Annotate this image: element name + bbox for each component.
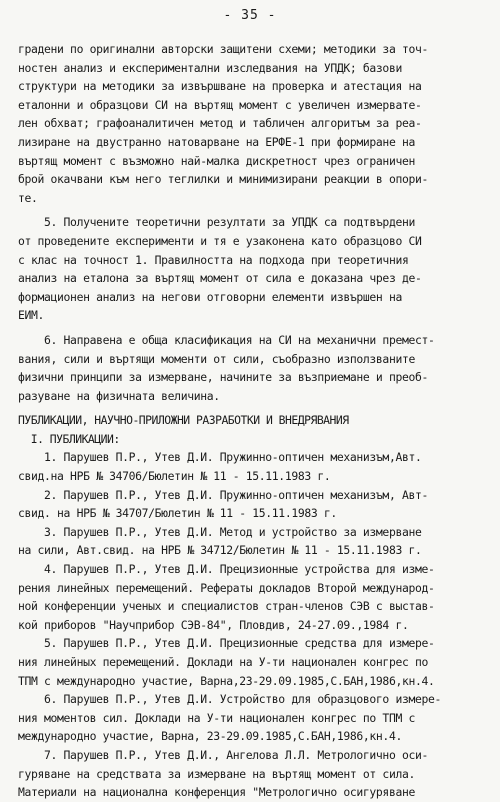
text-line: рения линейных перемещений. Рефераты докладов Второй международ-	[18, 580, 435, 595]
text-line: международно участие, Варна, 23-29.09.1985,С.БАН,1986,кн.4.	[18, 729, 402, 744]
text-line: анализ на еталона за въртящ момент от сила е доказана чрез де-	[18, 271, 422, 286]
text-line: с клас на точност 1. Правилността на подхода при теоретичния	[18, 252, 409, 267]
publication-item	[18, 523, 488, 560]
publication-item	[18, 690, 488, 746]
text-line: свид.на НРБ № 34706/Бюлетин № 11 - 15.11.1983 г.	[18, 469, 331, 484]
text-line: Материали на национална конференция "Метрологично осигуряване	[18, 785, 415, 800]
publication-item	[18, 746, 488, 802]
text-line: въртящ момент с възможно най-малка дискретност чрез ограничен	[18, 153, 415, 168]
text-line: от проведените експерименти и тя е узаконена като образцово СИ	[18, 233, 422, 248]
text-line: 1. Парушев П.Р., Утев Д.И. Пружинно-оптичен механизъм,Авт.	[18, 450, 422, 465]
text-line: ПУБЛИКАЦИИ, НАУЧНО-ПРИЛОЖНИ РАЗРАБОТКИ И ВНЕДРЯВАНИЯ	[18, 413, 349, 428]
page-number: - 35 -	[223, 8, 277, 23]
paragraph-6	[18, 331, 488, 405]
text-line: брой окачвани към него теглилки и минимизирани реакции в опори-	[18, 172, 428, 187]
text-line: ния линейных перемещений. Доклади на У-ти национален конгрес по	[18, 655, 428, 669]
text-line: 6. Направена е обща класификация на СИ на механични премест-	[18, 332, 435, 347]
text-line: лен обхват; графоаналитичен метод и табличен алгоритъм за реа-	[18, 116, 422, 131]
text-line: I. ПУБЛИКАЦИИ:	[18, 431, 120, 446]
text-line: структури на методики за извършване на проверка и атестация на	[18, 79, 422, 94]
text-line: еталонни и образцови СИ на въртящ момент с увеличен измервате-	[18, 97, 422, 112]
text-line: лизиране на двустранно натоварване на ЕРФЕ-1 при формиране на	[18, 134, 415, 149]
text-line: 6. Парушев П.Р., Утев Д.И. Устройство для образцового измере-	[18, 692, 442, 707]
publication-item	[18, 634, 488, 690]
text-line: физични принципи за измерване, начините за възприемане и преоб-	[18, 370, 428, 385]
text-line: ЕИМ.	[18, 308, 45, 323]
text-line: ТПМ с международно участие, Варна,23-29.09.1985,С.БАН,1986,кн.4.	[18, 673, 435, 688]
text-line: ной конференции ученых и специалистов стран-членов СЭВ с выстав-	[18, 599, 435, 614]
text-line: гуряване на средствата за измерване на въртящ момент от сила.	[18, 766, 415, 781]
text-line: формационен анализ на негови отговорни елементи извършен на	[18, 289, 402, 304]
text-line: на сили, Авт.свид. на НРБ № 34712/Бюлетин № 11 - 15.11.1983 г.	[18, 543, 422, 558]
text-line: ностен анализ и експериментални изследвания на УПДК; базови	[18, 60, 402, 75]
document-body	[18, 40, 488, 802]
text-line: 3. Парушев П.Р., Утев Д.И. Метод и устройство за измерване	[18, 524, 422, 539]
paragraph-continuation	[18, 40, 488, 207]
text-line: 7. Парушев П.Р., Утев Д.И., Ангелова Л.Л. Метрологично оси-	[18, 747, 428, 762]
publication-item	[18, 486, 488, 523]
text-line: разуване на физичната величина.	[18, 388, 220, 403]
text-line: ния моментов сил. Доклади на У-ти национален конгрес по ТПМ с	[18, 710, 415, 725]
section-heading	[18, 411, 488, 430]
text-line: 4. Парушев П.Р., Утев Д.И. Прецизионные устройства для изме-	[18, 562, 435, 577]
text-line: 5. Получените теоретични резултати за УПДК са подтвърдени	[18, 215, 415, 230]
text-line: кой приборов "Научприбор СЭВ-84", Пловдив, 24-27.09.,1984 г.	[18, 617, 409, 632]
text-line: свид. на НРБ № 34707/Бюлетин № 11 - 15.11.1983 г.	[18, 506, 337, 521]
text-line: те.	[18, 190, 38, 205]
text-line: градени по оригинални авторски защитени схеми; методики за точ-	[18, 42, 428, 56]
publication-item	[18, 448, 488, 485]
text-line: 5. Парушев П.Р., Утев Д.И. Прецизионные средства для измере-	[18, 636, 435, 651]
text-line: вания, сили и въртящи моменти от сили, съобразно използваните	[18, 351, 415, 366]
paragraph-5	[18, 213, 488, 325]
subsection-heading	[18, 430, 488, 449]
text-line: 2. Парушев П.Р., Утев Д.И. Пружинно-оптичен механизъм, Авт-	[18, 487, 428, 502]
publication-item	[18, 560, 488, 634]
